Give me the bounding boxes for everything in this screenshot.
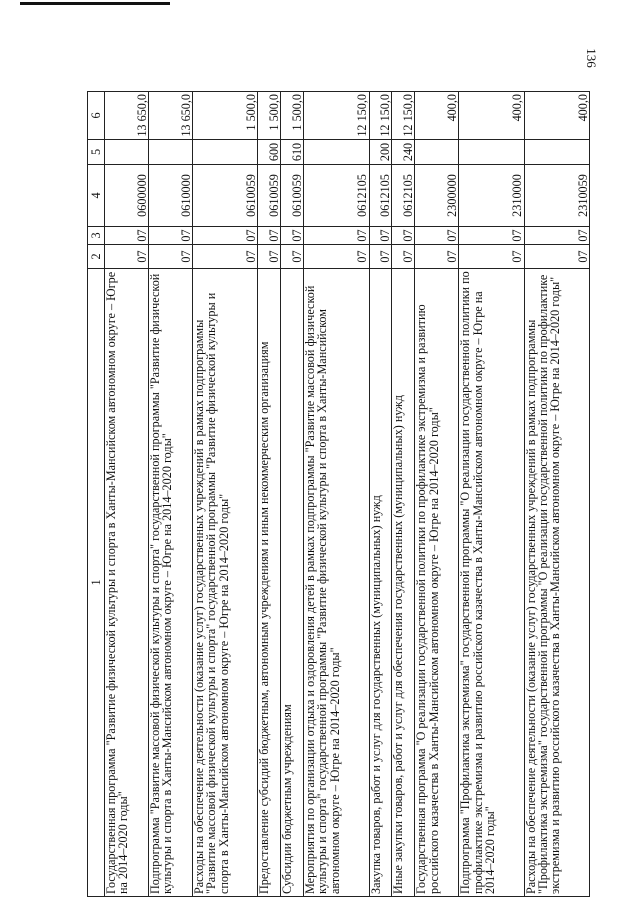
row-name: Предоставление субсидий бюджетным, автономным учреждениям и иным некоммерческим организациям <box>258 269 281 897</box>
row-name: Расходы на обеспечение деятельности (оказание услуг) государственных учреждений в рамках подпрограммы "Развитие массовой физической культуры и спорта" государственной программы "Развитие физической культуры и спорта в Ханты-Мансийском автономном округе – Югре на 2014–2020 годы" <box>193 269 258 897</box>
header-col-6: 6 <box>88 92 105 140</box>
row-sum: 400,0 <box>524 92 589 140</box>
row-name: Государственная программа "О реализации государственной политики по профилактике экстремизма и развитию российского казачества в Ханты-Мансийском автономном округе – Югре на 2014–2020 годы" <box>415 269 459 897</box>
row-pr: 07 <box>193 227 258 245</box>
header-col-4: 4 <box>88 165 105 227</box>
row-csr: 0612105 <box>369 165 392 227</box>
row-name: Подпрограмма "Развитие массовой физической культуры и спорта" государственной программы "Развитие физической культуры и спорта в Ханты-Мансийском автономном округе – Югре на 2014–2020 годы" <box>149 269 193 897</box>
row-sum: 12 150,0 <box>392 92 415 140</box>
table-row <box>524 92 589 897</box>
row-rz: 07 <box>149 245 193 269</box>
row-name: Расходы на обеспечение деятельности (оказание услуг) государственных учреждений в рамках подпрограммы "Профилактика экстремизма" государственной программы "О реализации государственной политики по профилактике экстремизма и развитию российского казачества в Ханты-Мансийском автономном округе – Югре на 2014–2020 годы" <box>524 269 589 897</box>
header-col-5: 5 <box>88 140 105 165</box>
row-name: Закупка товаров, работ и услуг для государственных (муниципальных) нужд <box>369 269 392 897</box>
row-name: Подпрограмма "Профилактика экстремизма" государственной программы "О реализации государственной политики по профилактике экстремизма и развитию российского казачества в Ханты-Мансийском автономном округе – Югре на 2014–2020 годы" <box>459 269 524 897</box>
row-sum: 1 500,0 <box>281 92 304 140</box>
budget-table <box>87 91 590 897</box>
table-row <box>193 92 258 897</box>
row-sum: 13 650,0 <box>105 92 149 140</box>
row-csr: 0612105 <box>304 165 369 227</box>
row-vr <box>415 140 459 165</box>
row-vr <box>524 140 589 165</box>
row-sum: 400,0 <box>459 92 524 140</box>
row-pr: 07 <box>105 227 149 245</box>
row-pr: 07 <box>415 227 459 245</box>
row-csr: 0600000 <box>105 165 149 227</box>
table-row <box>392 92 415 897</box>
row-rz: 07 <box>193 245 258 269</box>
row-vr <box>459 140 524 165</box>
table-row <box>281 92 304 897</box>
row-rz: 07 <box>524 245 589 269</box>
row-csr: 2310000 <box>459 165 524 227</box>
row-sum: 12 150,0 <box>369 92 392 140</box>
header-row <box>88 92 105 897</box>
header-col-3: 3 <box>88 227 105 245</box>
table-row <box>415 92 459 897</box>
row-rz: 07 <box>281 245 304 269</box>
row-vr: 200 <box>369 140 392 165</box>
row-sum: 12 150,0 <box>304 92 369 140</box>
row-vr <box>304 140 369 165</box>
table-row <box>459 92 524 897</box>
row-pr: 07 <box>149 227 193 245</box>
row-csr: 2310059 <box>524 165 589 227</box>
row-csr: 0610000 <box>149 165 193 227</box>
row-sum: 13 650,0 <box>149 92 193 140</box>
page-number: 136 <box>583 48 599 68</box>
row-pr: 07 <box>258 227 281 245</box>
rotated-table-container <box>87 92 590 897</box>
row-rz: 07 <box>369 245 392 269</box>
row-csr: 2300000 <box>415 165 459 227</box>
row-sum: 1 500,0 <box>258 92 281 140</box>
table-row <box>258 92 281 897</box>
row-name: Иные закупки товаров, работ и услуг для обеспечения государственных (муниципальных) нужд <box>392 269 415 897</box>
table-row <box>105 92 149 897</box>
row-name: Мероприятия по организации отдыха и оздоровления детей в рамках подпрограммы "Развитие массовой физической культуры и спорта" государственной программы "Развитие физической культуры и спорта в Ханты-Мансийском автономном округе – Югре на 2014–2020 годы" <box>304 269 369 897</box>
row-name: Государственная программа "Развитие физической культуры и спорта в Ханты-Мансийском автономном округе – Югре на 2014–2020 годы" <box>105 269 149 897</box>
row-pr: 07 <box>369 227 392 245</box>
table-row <box>149 92 193 897</box>
row-rz: 07 <box>105 245 149 269</box>
row-pr: 07 <box>459 227 524 245</box>
row-vr <box>105 140 149 165</box>
table-row <box>304 92 369 897</box>
header-col-2: 2 <box>88 245 105 269</box>
table-row <box>369 92 392 897</box>
row-pr: 07 <box>392 227 415 245</box>
row-pr: 07 <box>281 227 304 245</box>
row-csr: 0610059 <box>258 165 281 227</box>
row-vr <box>193 140 258 165</box>
row-vr: 600 <box>258 140 281 165</box>
row-vr: 240 <box>392 140 415 165</box>
row-sum: 400,0 <box>415 92 459 140</box>
row-csr: 0612105 <box>392 165 415 227</box>
row-rz: 07 <box>258 245 281 269</box>
row-vr <box>149 140 193 165</box>
row-sum: 1 500,0 <box>193 92 258 140</box>
top-rule <box>20 2 170 5</box>
row-pr: 07 <box>524 227 589 245</box>
header-col-1: 1 <box>88 269 105 897</box>
row-pr: 07 <box>304 227 369 245</box>
row-rz: 07 <box>415 245 459 269</box>
row-rz: 07 <box>459 245 524 269</box>
row-rz: 07 <box>392 245 415 269</box>
row-csr: 0610059 <box>281 165 304 227</box>
row-vr: 610 <box>281 140 304 165</box>
row-rz: 07 <box>304 245 369 269</box>
row-csr: 0610059 <box>193 165 258 227</box>
row-name: Субсидии бюджетным учреждениям <box>281 269 304 897</box>
